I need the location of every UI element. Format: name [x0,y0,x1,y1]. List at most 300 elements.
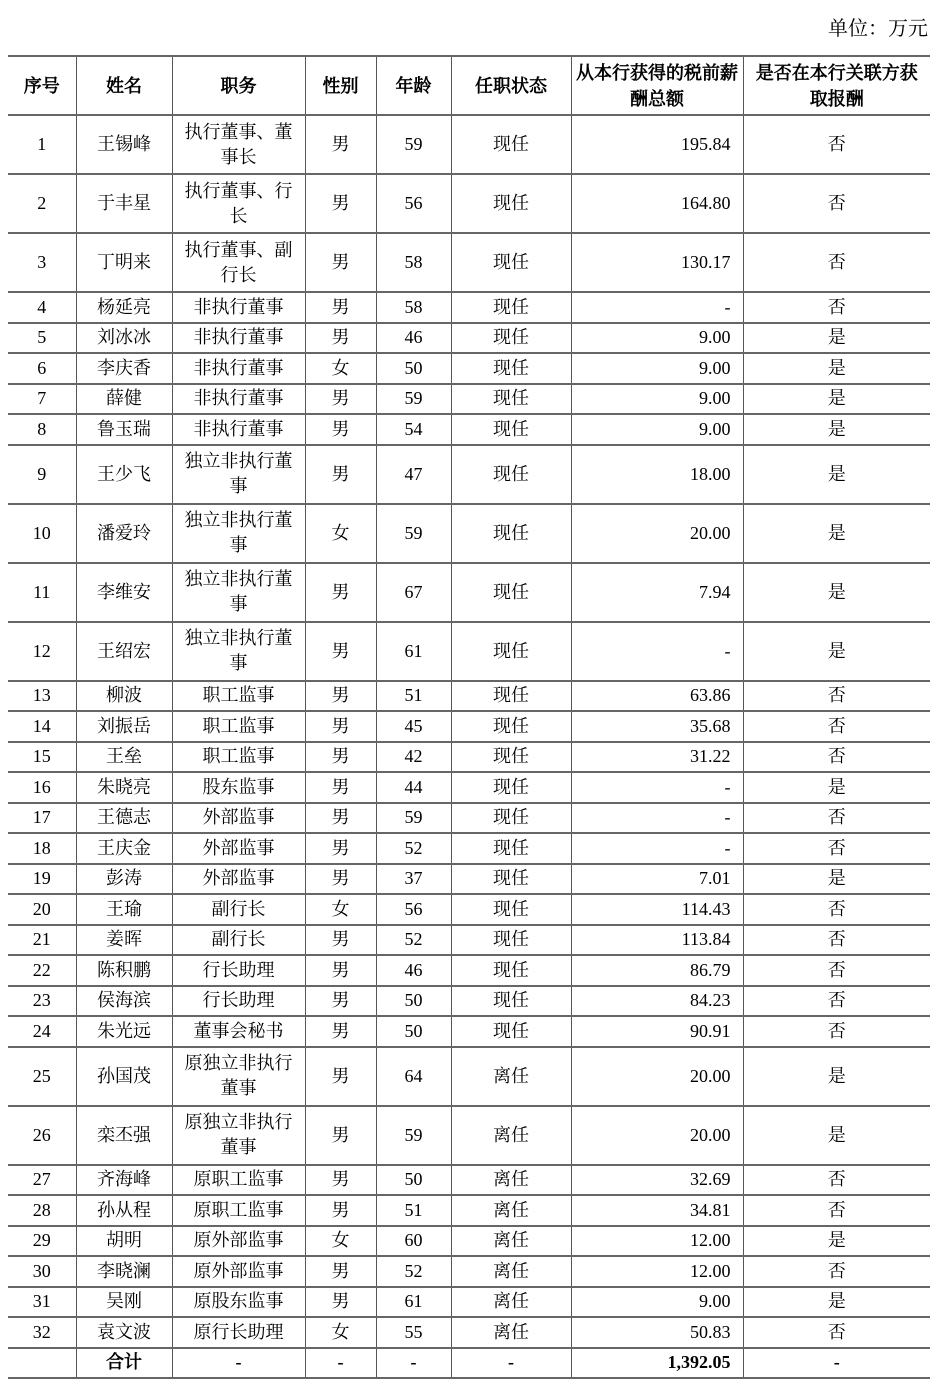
cell-position: 职工监事 [172,681,305,712]
cell-index: 19 [8,864,76,895]
header-index: 序号 [8,56,76,115]
cell-compensation: 7.01 [571,864,743,895]
cell-index: 5 [8,323,76,354]
cell-status: 现任 [451,1016,571,1047]
cell-index: 26 [8,1106,76,1165]
cell-related-party: 是 [743,353,930,384]
cell-position: 原职工监事 [172,1195,305,1226]
cell-index: 30 [8,1256,76,1287]
cell-status: 离任 [451,1317,571,1348]
cell-compensation: 63.86 [571,681,743,712]
total-name: 合计 [76,1348,172,1379]
cell-status: 现任 [451,292,571,323]
table-row [8,1047,930,1106]
cell-compensation: 164.80 [571,174,743,233]
cell-gender: 男 [305,742,376,773]
cell-status: 现任 [451,414,571,445]
cell-status: 现任 [451,233,571,292]
cell-name: 潘爱玲 [76,504,172,563]
cell-age: 58 [376,292,451,323]
cell-status: 现任 [451,742,571,773]
cell-index: 12 [8,622,76,681]
cell-status: 现任 [451,622,571,681]
cell-gender: 男 [305,711,376,742]
cell-name: 杨延亮 [76,292,172,323]
cell-age: 37 [376,864,451,895]
cell-related-party: 是 [743,1047,930,1106]
table-row [8,955,930,986]
table-row [8,1256,930,1287]
cell-name: 胡明 [76,1226,172,1257]
cell-age: 59 [376,115,451,174]
cell-age: 50 [376,1016,451,1047]
cell-name: 姜晖 [76,925,172,956]
cell-compensation: 113.84 [571,925,743,956]
cell-gender: 男 [305,803,376,834]
cell-age: 67 [376,563,451,622]
cell-index: 4 [8,292,76,323]
table-row [8,833,930,864]
header-name: 姓名 [76,56,172,115]
table-row [8,1287,930,1318]
total-status: - [451,1348,571,1379]
cell-gender: 男 [305,986,376,1017]
cell-status: 离任 [451,1287,571,1318]
cell-gender: 男 [305,233,376,292]
cell-position: 职工监事 [172,742,305,773]
cell-compensation: 18.00 [571,445,743,504]
table-row [8,1195,930,1226]
cell-compensation: 35.68 [571,711,743,742]
cell-age: 46 [376,323,451,354]
cell-age: 64 [376,1047,451,1106]
cell-position: 外部监事 [172,803,305,834]
cell-index: 6 [8,353,76,384]
cell-status: 现任 [451,563,571,622]
cell-name: 栾丕强 [76,1106,172,1165]
cell-index: 3 [8,233,76,292]
cell-age: 56 [376,174,451,233]
cell-index: 14 [8,711,76,742]
cell-related-party: 是 [743,622,930,681]
cell-age: 55 [376,1317,451,1348]
cell-status: 现任 [451,955,571,986]
cell-index: 29 [8,1226,76,1257]
cell-compensation: - [571,803,743,834]
cell-age: 52 [376,925,451,956]
cell-position: 非执行董事 [172,292,305,323]
cell-position: 非执行董事 [172,323,305,354]
cell-status: 离任 [451,1106,571,1165]
cell-related-party: 否 [743,1195,930,1226]
cell-compensation: 20.00 [571,504,743,563]
cell-compensation: 9.00 [571,353,743,384]
cell-related-party: 是 [743,864,930,895]
cell-status: 现任 [451,174,571,233]
cell-name: 王垒 [76,742,172,773]
total-gender: - [305,1348,376,1379]
cell-related-party: 否 [743,1317,930,1348]
cell-index: 27 [8,1165,76,1196]
cell-status: 现任 [451,384,571,415]
cell-age: 59 [376,384,451,415]
cell-related-party: 否 [743,986,930,1017]
cell-compensation: 9.00 [571,384,743,415]
cell-position: 行长助理 [172,986,305,1017]
cell-related-party: 否 [743,681,930,712]
cell-name: 侯海滨 [76,986,172,1017]
cell-position: 职工监事 [172,711,305,742]
cell-related-party: 否 [743,1016,930,1047]
cell-gender: 男 [305,445,376,504]
cell-age: 61 [376,622,451,681]
cell-gender: 男 [305,1287,376,1318]
header-status: 任职状态 [451,56,571,115]
cell-gender: 男 [305,864,376,895]
cell-name: 薛健 [76,384,172,415]
cell-related-party: 否 [743,115,930,174]
cell-compensation: 195.84 [571,115,743,174]
cell-related-party: 否 [743,925,930,956]
cell-index: 2 [8,174,76,233]
cell-gender: 女 [305,353,376,384]
cell-name: 丁明来 [76,233,172,292]
cell-age: 54 [376,414,451,445]
cell-gender: 男 [305,414,376,445]
cell-name: 齐海峰 [76,1165,172,1196]
cell-age: 50 [376,1165,451,1196]
cell-name: 李晓澜 [76,1256,172,1287]
cell-compensation: - [571,622,743,681]
cell-status: 离任 [451,1195,571,1226]
table-row [8,174,930,233]
cell-status: 离任 [451,1226,571,1257]
cell-compensation: 86.79 [571,955,743,986]
cell-gender: 男 [305,1256,376,1287]
table-row [8,622,930,681]
cell-age: 44 [376,772,451,803]
cell-name: 柳波 [76,681,172,712]
cell-related-party: 否 [743,742,930,773]
cell-index: 17 [8,803,76,834]
cell-index: 8 [8,414,76,445]
cell-compensation: 12.00 [571,1226,743,1257]
cell-age: 59 [376,1106,451,1165]
cell-compensation: - [571,833,743,864]
cell-related-party: 否 [743,711,930,742]
table-row [8,864,930,895]
cell-status: 现任 [451,894,571,925]
cell-index: 7 [8,384,76,415]
table-row [8,772,930,803]
cell-status: 现任 [451,864,571,895]
cell-age: 56 [376,894,451,925]
cell-status: 离任 [451,1256,571,1287]
cell-age: 61 [376,1287,451,1318]
cell-index: 21 [8,925,76,956]
cell-position: 原行长助理 [172,1317,305,1348]
cell-name: 于丰星 [76,174,172,233]
cell-status: 离任 [451,1047,571,1106]
cell-related-party: 否 [743,292,930,323]
cell-name: 王德志 [76,803,172,834]
cell-age: 59 [376,803,451,834]
total-index [8,1348,76,1379]
cell-index: 28 [8,1195,76,1226]
cell-position: 执行董事、副行长 [172,233,305,292]
cell-index: 10 [8,504,76,563]
cell-name: 彭涛 [76,864,172,895]
total-position: - [172,1348,305,1379]
header-position: 职务 [172,56,305,115]
cell-position: 副行长 [172,925,305,956]
table-row [8,894,930,925]
cell-position: 独立非执行董事 [172,563,305,622]
total-compensation: 1,392.05 [571,1348,743,1379]
cell-gender: 男 [305,563,376,622]
cell-age: 52 [376,833,451,864]
total-related-party: - [743,1348,930,1379]
cell-gender: 男 [305,1195,376,1226]
cell-age: 51 [376,1195,451,1226]
cell-related-party: 是 [743,384,930,415]
cell-status: 现任 [451,115,571,174]
cell-gender: 男 [305,115,376,174]
cell-status: 现任 [451,925,571,956]
cell-gender: 男 [305,772,376,803]
cell-position: 执行董事、董事长 [172,115,305,174]
cell-compensation: 20.00 [571,1106,743,1165]
cell-index: 16 [8,772,76,803]
cell-position: 原独立非执行董事 [172,1106,305,1165]
table-row [8,1226,930,1257]
cell-position: 独立非执行董事 [172,504,305,563]
cell-name: 王庆金 [76,833,172,864]
cell-gender: 男 [305,681,376,712]
cell-index: 18 [8,833,76,864]
cell-gender: 男 [305,323,376,354]
cell-related-party: 否 [743,1256,930,1287]
table-row [8,384,930,415]
table-row [8,986,930,1017]
cell-age: 52 [376,1256,451,1287]
cell-gender: 男 [305,1047,376,1106]
cell-gender: 男 [305,925,376,956]
cell-position: 独立非执行董事 [172,622,305,681]
cell-name: 孙国茂 [76,1047,172,1106]
table-header-row [8,56,930,115]
header-related-party: 是否在本行关联方获取报酬 [743,56,930,115]
cell-status: 离任 [451,1165,571,1196]
cell-index: 31 [8,1287,76,1318]
cell-related-party: 否 [743,1165,930,1196]
cell-status: 现任 [451,986,571,1017]
compensation-table [8,55,930,1379]
cell-name: 刘冰冰 [76,323,172,354]
cell-gender: 男 [305,622,376,681]
cell-index: 25 [8,1047,76,1106]
cell-gender: 男 [305,1016,376,1047]
cell-status: 现任 [451,504,571,563]
cell-related-party: 是 [743,445,930,504]
cell-gender: 男 [305,1165,376,1196]
cell-status: 现任 [451,323,571,354]
cell-name: 鲁玉瑞 [76,414,172,445]
header-age: 年龄 [376,56,451,115]
cell-related-party: 否 [743,833,930,864]
cell-name: 王瑜 [76,894,172,925]
table-row [8,292,930,323]
cell-related-party: 是 [743,1106,930,1165]
cell-compensation: 9.00 [571,323,743,354]
table-row [8,504,930,563]
table-row [8,353,930,384]
cell-position: 独立非执行董事 [172,445,305,504]
table-row [8,1106,930,1165]
cell-index: 15 [8,742,76,773]
cell-gender: 男 [305,955,376,986]
cell-name: 朱光远 [76,1016,172,1047]
cell-related-party: 是 [743,563,930,622]
cell-name: 袁文波 [76,1317,172,1348]
cell-position: 原职工监事 [172,1165,305,1196]
cell-index: 11 [8,563,76,622]
cell-age: 60 [376,1226,451,1257]
cell-status: 现任 [451,711,571,742]
cell-gender: 男 [305,833,376,864]
cell-related-party: 是 [743,323,930,354]
cell-position: 外部监事 [172,864,305,895]
cell-status: 现任 [451,681,571,712]
cell-compensation: 32.69 [571,1165,743,1196]
cell-related-party: 是 [743,414,930,445]
cell-compensation: 130.17 [571,233,743,292]
cell-compensation: - [571,292,743,323]
table-row [8,1016,930,1047]
unit-label: 单位：万元 [828,18,928,40]
cell-position: 原外部监事 [172,1226,305,1257]
cell-index: 13 [8,681,76,712]
cell-related-party: 是 [743,772,930,803]
cell-gender: 女 [305,504,376,563]
total-row [8,1348,930,1379]
cell-gender: 男 [305,1106,376,1165]
total-age: - [376,1348,451,1379]
cell-related-party: 是 [743,1226,930,1257]
table-row [8,681,930,712]
table-row [8,233,930,292]
cell-position: 原独立非执行董事 [172,1047,305,1106]
cell-index: 23 [8,986,76,1017]
cell-related-party: 否 [743,803,930,834]
cell-index: 20 [8,894,76,925]
cell-position: 原外部监事 [172,1256,305,1287]
table-row [8,711,930,742]
cell-related-party: 是 [743,1287,930,1318]
cell-compensation: 12.00 [571,1256,743,1287]
cell-age: 50 [376,353,451,384]
cell-position: 股东监事 [172,772,305,803]
cell-gender: 男 [305,384,376,415]
cell-index: 9 [8,445,76,504]
cell-compensation: 114.43 [571,894,743,925]
cell-compensation: 34.81 [571,1195,743,1226]
table-row [8,115,930,174]
cell-status: 现任 [451,353,571,384]
cell-position: 非执行董事 [172,353,305,384]
cell-related-party: 是 [743,504,930,563]
cell-compensation: 20.00 [571,1047,743,1106]
cell-name: 吴刚 [76,1287,172,1318]
cell-age: 59 [376,504,451,563]
cell-compensation: 9.00 [571,1287,743,1318]
cell-name: 朱晓亮 [76,772,172,803]
cell-status: 现任 [451,445,571,504]
table-row [8,925,930,956]
cell-age: 45 [376,711,451,742]
cell-age: 47 [376,445,451,504]
cell-name: 王少飞 [76,445,172,504]
cell-position: 非执行董事 [172,384,305,415]
table-row [8,563,930,622]
table-row [8,414,930,445]
table-row [8,323,930,354]
cell-gender: 女 [305,1317,376,1348]
cell-compensation: 50.83 [571,1317,743,1348]
cell-name: 孙从程 [76,1195,172,1226]
cell-compensation: 84.23 [571,986,743,1017]
cell-position: 原股东监事 [172,1287,305,1318]
cell-position: 执行董事、行长 [172,174,305,233]
header-gender: 性别 [305,56,376,115]
table-row [8,1317,930,1348]
cell-age: 46 [376,955,451,986]
cell-related-party: 否 [743,174,930,233]
cell-compensation: - [571,772,743,803]
cell-gender: 男 [305,292,376,323]
cell-position: 董事会秘书 [172,1016,305,1047]
cell-name: 王绍宏 [76,622,172,681]
cell-name: 李庆香 [76,353,172,384]
cell-index: 1 [8,115,76,174]
cell-gender: 男 [305,174,376,233]
cell-name: 刘振岳 [76,711,172,742]
cell-name: 陈积鹏 [76,955,172,986]
cell-status: 现任 [451,772,571,803]
cell-position: 非执行董事 [172,414,305,445]
cell-related-party: 否 [743,233,930,292]
cell-index: 22 [8,955,76,986]
cell-compensation: 90.91 [571,1016,743,1047]
cell-status: 现任 [451,803,571,834]
cell-gender: 女 [305,894,376,925]
cell-age: 51 [376,681,451,712]
table-row [8,742,930,773]
cell-gender: 女 [305,1226,376,1257]
header-compensation: 从本行获得的税前薪酬总额 [571,56,743,115]
cell-age: 58 [376,233,451,292]
cell-position: 副行长 [172,894,305,925]
cell-name: 王锡峰 [76,115,172,174]
cell-status: 现任 [451,833,571,864]
table-row [8,445,930,504]
table-row [8,1165,930,1196]
cell-index: 24 [8,1016,76,1047]
cell-compensation: 9.00 [571,414,743,445]
cell-position: 行长助理 [172,955,305,986]
cell-age: 50 [376,986,451,1017]
cell-position: 外部监事 [172,833,305,864]
